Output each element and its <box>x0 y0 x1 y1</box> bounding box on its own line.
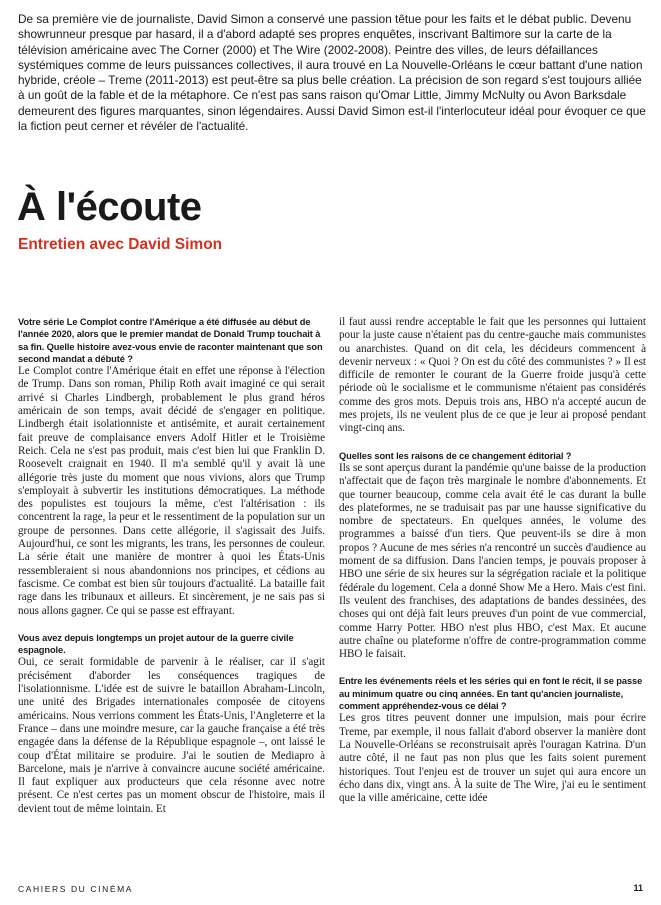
interview-question: Quelles sont les raisons de ce changement éditorial ? <box>339 450 572 461</box>
interview-question: Vous avez depuis longtemps un projet autour de la guerre civile espagnole. <box>18 632 294 656</box>
intro-text: De sa première vie de journaliste, David Simon a conservé une passion têtue pour les faits et le débat public. Devenu showrunneur presque par hasard, il a d'abord adapté ses propres enquêtes, inscrivant Baltimore sur la carte de la télévision américaine avec The Corner (2000) et The Wire (2002-2008). Peintre des villes, de leurs défaillances systémiques comme de leurs puissances collectives, il aura trouvé en La Nouvelle-Orléans le cœur battant d'une nation hybride, créole – Treme (2011-2013) est peut-être sa plus belle création. La précision de son regard s'est toujours alliée à un goût de la fable et de la métaphore. Ce n'est pas sans raison qu'Omar Little, Jimmy McNulty ou Avon Barksdale demeurent des figures marquantes, sinon légendaires. Aussi David Simon est-il l'interlocuteur idéal pour évoquer ce que la fiction peut cerner et révéler de l'actualité. <box>18 12 646 134</box>
interview-answer: il faut aussi rendre acceptable le fait que les personnes qui luttaient pour la juste cause n'étaient pas du centre-gauche mais communistes ou anarchistes. Quand on dit cela, les décideurs commencent à devenir nerveux : « Quoi ? On est du côté des communistes ? » Il est difficile de remonter le courant de la Guerre froide jusqu'à cette période où le socialisme et le communisme n'étaient pas considérés comme des gros mots. Depuis trois ans, HBO n'a accepté aucun de mes projets, ils ne veulent plus de ce que je leur ai proposé pendant vingt-cinq ans. <box>339 316 646 435</box>
interview-answer: Le Complot contre l'Amérique était en effet une réponse à l'élection de Trump. Dans son roman, Philip Roth avait imaginé ce qui serait arrivé si Charles Lindbergh, probablement le plus grand héros américain de son temps, avait décidé de s'engager en politique. Lindbergh était isolationniste et antisémite, et aurait certainement fait preuve de complaisance envers Adolf Hitler et le Troisième Reich. Cela ne s'est pas produit, mais c'est bien lui que Franklin D. Roosevelt craignait en 1940. Il m'a semblé qu'il y avait là une allégorie très juste du moment que nous vivions, alors que Trump s'employait à subvertir les institutions démocratiques. La méthode des populistes est toujours la même, c'est l'altérisation : ils concentrent la rage, la peur et le ressentiment de la population sur un groupe de personnes. Dans cette allégorie, il s'agissait des Juifs. Aujourd'hui, ce sont les migrants, les trans, les personnes de couleur. La série était une manière de montrer à quoi les États-Unis ressembleraient si nous abandonnions nos principes, et cédions au fascisme. Ce combat est bien sûr toujours d'actualité. La bataille fait rage dans les tribunaux et ailleurs. Et sincèrement, je ne sais pas si nous allons gagner. Ce qui se passe est effrayant. <box>18 365 325 617</box>
interview-answer: Oui, ce serait formidable de parvenir à le réaliser, car il s'agit précisément d'aborder les conséquences tragiques de l'isolationnisme. L'idée est de suivre le bataillon Abraham-Lincoln, une unité des Brigades internationales composée de citoyens américains. Nous verrions comment les États-Unis, l'Angleterre et la France – dans une moindre mesure, car la gauche française a été très engagée dans la défense de la République espagnole –, ont laissé le coup d'État militaire se produire. J'ai le soutien de Mediapro à Barcelone, mais je n'arrive à convaincre aucune société américaine. Il faut expliquer aux producteurs que cela résonne avec notre présent. Ce n'est certes pas un moment obscur de l'histoire, mais il devient tout de même lointain. Et <box>18 656 325 815</box>
interview-question: Votre série Le Complot contre l'Amérique a été diffusée au début de l'année 2020, alors que le premier mandat de Donald Trump touchait à sa fin. Quelle histoire avez-vous envie de raconter maintenant que son second mandat a débuté ? <box>18 317 323 364</box>
interview-answer: Les gros titres peuvent donner une impulsion, mais pour écrire Treme, par exemple, il nous fallait d'abord observer la manière dont La Nouvelle-Orléans se reconstruisait après l'ouragan Katrina. D'un autre côté, il ne faut pas non plus que les faits soient purement historiques. Tout l'enjeu est de trouver un sujet qui aura encore un écho dans dix, vingt ans. À la suite de The Wire, j'ai eu le sentiment que la ville américaine, cette idée <box>339 712 646 805</box>
publication-name: CAHIERS DU CINÉMA <box>18 884 134 894</box>
paragraph-spacer <box>339 436 646 450</box>
paragraph-spacer <box>18 618 325 632</box>
page-number: 11 <box>633 883 643 893</box>
article-subtitle: Entretien avec David Simon <box>18 236 223 253</box>
intro-paragraph <box>18 12 648 134</box>
interview-question: Entre les événements réels et les séries qui en font le récit, il se passe au minimum quatre ou cinq années. En tant qu'ancien journaliste, comment appréhendez-vous ce délai ? <box>339 676 643 712</box>
article-title: À l'écoute <box>17 185 202 229</box>
left-column <box>18 316 325 816</box>
right-column <box>339 316 646 805</box>
paragraph-spacer <box>339 661 646 675</box>
interview-answer: Ils se sont aperçus durant la pandémie qu'une baisse de la production n'affectait que de façon très marginale le nombre d'abonnements. Et que tourner beaucoup, comme cela avait été le cas durant la bulle des plateformes, ne se traduisait pas par une hausse significative du nombre de spectateurs. En quelques années, le volume des programmes a baissé d'un tiers. Que peuvent-ils se dire à mon propos ? Aucune de mes séries n'a rencontré un succès d'audience au moment de sa diffusion. Dans l'ancien temps, je pouvais proposer à HBO une série de six heures sur la ségrégation raciale et la politique fédérale du logement. Cela a donné Show Me a Hero. Mais c'est fini. Ils veulent des franchises, des adaptations de bandes dessinées, des choses qui ont déjà fait leurs preuves d'un point de vue commercial, comme Harry Potter. HBO n'est plus HBO, c'est Max. Et aucune autre chaîne ou plateforme n'offre de contre-programmation comme HBO le faisait. <box>339 461 646 661</box>
